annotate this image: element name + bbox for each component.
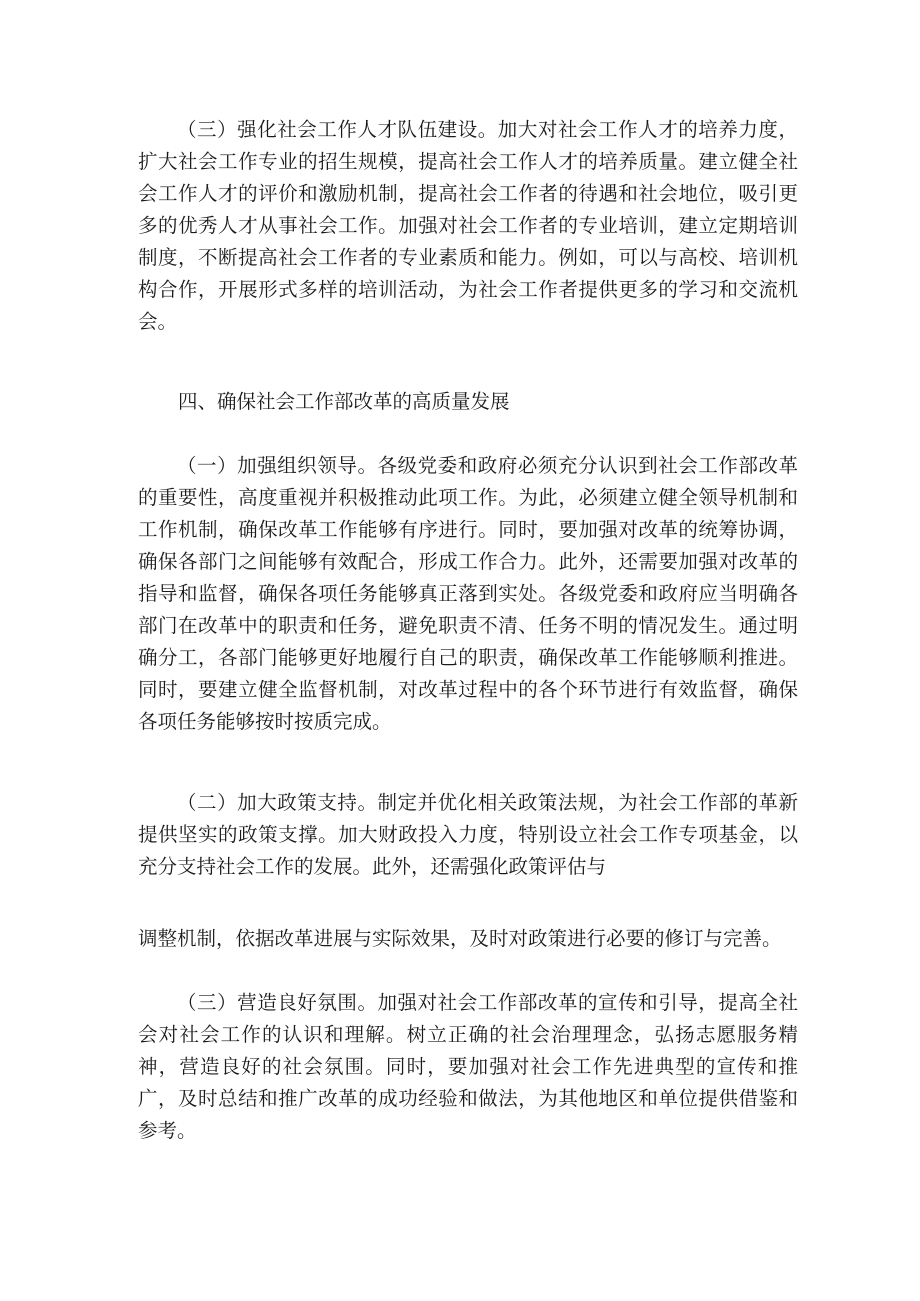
paragraph-policy-support: （二）加大政策支持。制定并优化相关政策法规，为社会工作部的革新提供坚实的政策支撑。加大财政投入力度，特别设立社会工作专项基金，以充分支持社会工作的发展。此外，还需强化政策评估与: [138, 791, 798, 878]
section-heading: 四、确保社会工作部改革的高质量发展: [178, 390, 510, 413]
paragraph-atmosphere: （三）营造良好氛围。加强对社会工作部改革的宣传和引导，提高全社会对社会工作的认识和理解。树立正确的社会治理理念，弘扬志愿服务精神，营造良好的社会氛围。同时，要加强对社会工作先进典型的宣传和推广，及时总结和推广改革的成功经验和做法，为其他地区和单位提供借鉴和参考。: [138, 991, 798, 1142]
paragraph-organization-leadership: （一）加强组织领导。各级党委和政府必须充分认识到社会工作部改革的重要性，高度重视并积极推动此项工作。为此，必须建立健全领导机制和工作机制，确保改革工作能够有序进行。同时，要加强对改革的统筹协调，确保各部门之间能够有效配合，形成工作合力。此外，还需要加强对改革的指导和监督，确保各项任务能够真正落到实处。各级党委和政府应当明确各部门在改革中的职责和任务，避免职责不清、任务不明的情况发生。通过明确分工，各部门能够更好地履行自己的职责，确保改革工作能够顺利推进。同时，要建立健全监督机制，对改革过程中的各个环节进行有效监督，确保各项任务能够按时按质完成。: [138, 454, 798, 733]
paragraph-talent-team: （三）强化社会工作人才队伍建设。加大对社会工作人才的培养力度，扩大社会工作专业的招生规模，提高社会工作人才的培养质量。建立健全社会工作人才的评价和激励机制，提高社会工作者的待遇和社会地位，吸引更多的优秀人才从事社会工作。加强对社会工作者的专业培训，建立定期培训制度，不断提高社会工作者的专业素质和能力。例如，可以与高校、培训机构合作，开展形式多样的培训活动，为社会工作者提供更多的学习和交流机会。: [138, 118, 798, 333]
paragraph-policy-support-continued: 调整机制，依据改革进展与实际效果，及时对政策进行必要的修订与完善。: [138, 927, 782, 950]
